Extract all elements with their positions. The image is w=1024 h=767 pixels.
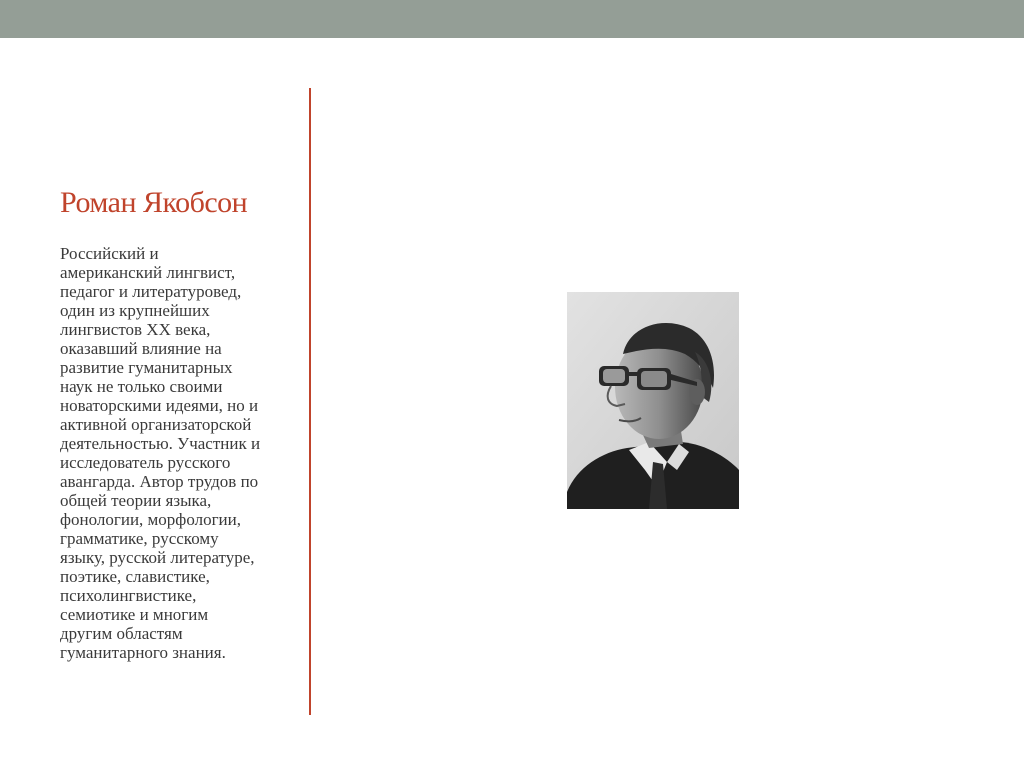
- body-line: гуманитарного знания.: [60, 643, 226, 662]
- body-line: семиотике и многим: [60, 605, 209, 624]
- slide-title: Роман Якобсон: [60, 186, 248, 219]
- body-line: Российский и: [60, 244, 159, 263]
- body-line: деятельностью. Участник и: [60, 434, 261, 453]
- top-bar: [0, 0, 1024, 38]
- body-line: американский лингвист,: [60, 263, 236, 282]
- body-line: исследователь русского: [60, 453, 231, 472]
- body-line: педагог и литературовед,: [60, 282, 242, 301]
- body-line: фонологии, морфологии,: [60, 510, 241, 529]
- body-line: поэтике, славистике,: [60, 567, 210, 586]
- body-line: грамматике, русскому: [60, 529, 219, 548]
- vertical-divider: [309, 88, 311, 715]
- body-line: другим областям: [60, 624, 183, 643]
- body-line: новаторскими идеями, но и: [60, 396, 259, 415]
- body-line: наук не только своими: [60, 377, 223, 396]
- body-line: языку, русской литературе,: [60, 548, 255, 567]
- slide-body-text: [60, 244, 300, 662]
- body-line: один из крупнейших: [60, 301, 210, 320]
- body-line: активной организаторской: [60, 415, 252, 434]
- body-line: общей теории языка,: [60, 491, 212, 510]
- body-line: авангарда. Автор трудов по: [60, 472, 259, 491]
- body-line: оказавший влияние на: [60, 339, 222, 358]
- portrait-photo: [567, 292, 739, 509]
- body-line: психолингвистике,: [60, 586, 197, 605]
- body-line: лингвистов XX века,: [60, 320, 211, 339]
- body-line: развитие гуманитарных: [60, 358, 233, 377]
